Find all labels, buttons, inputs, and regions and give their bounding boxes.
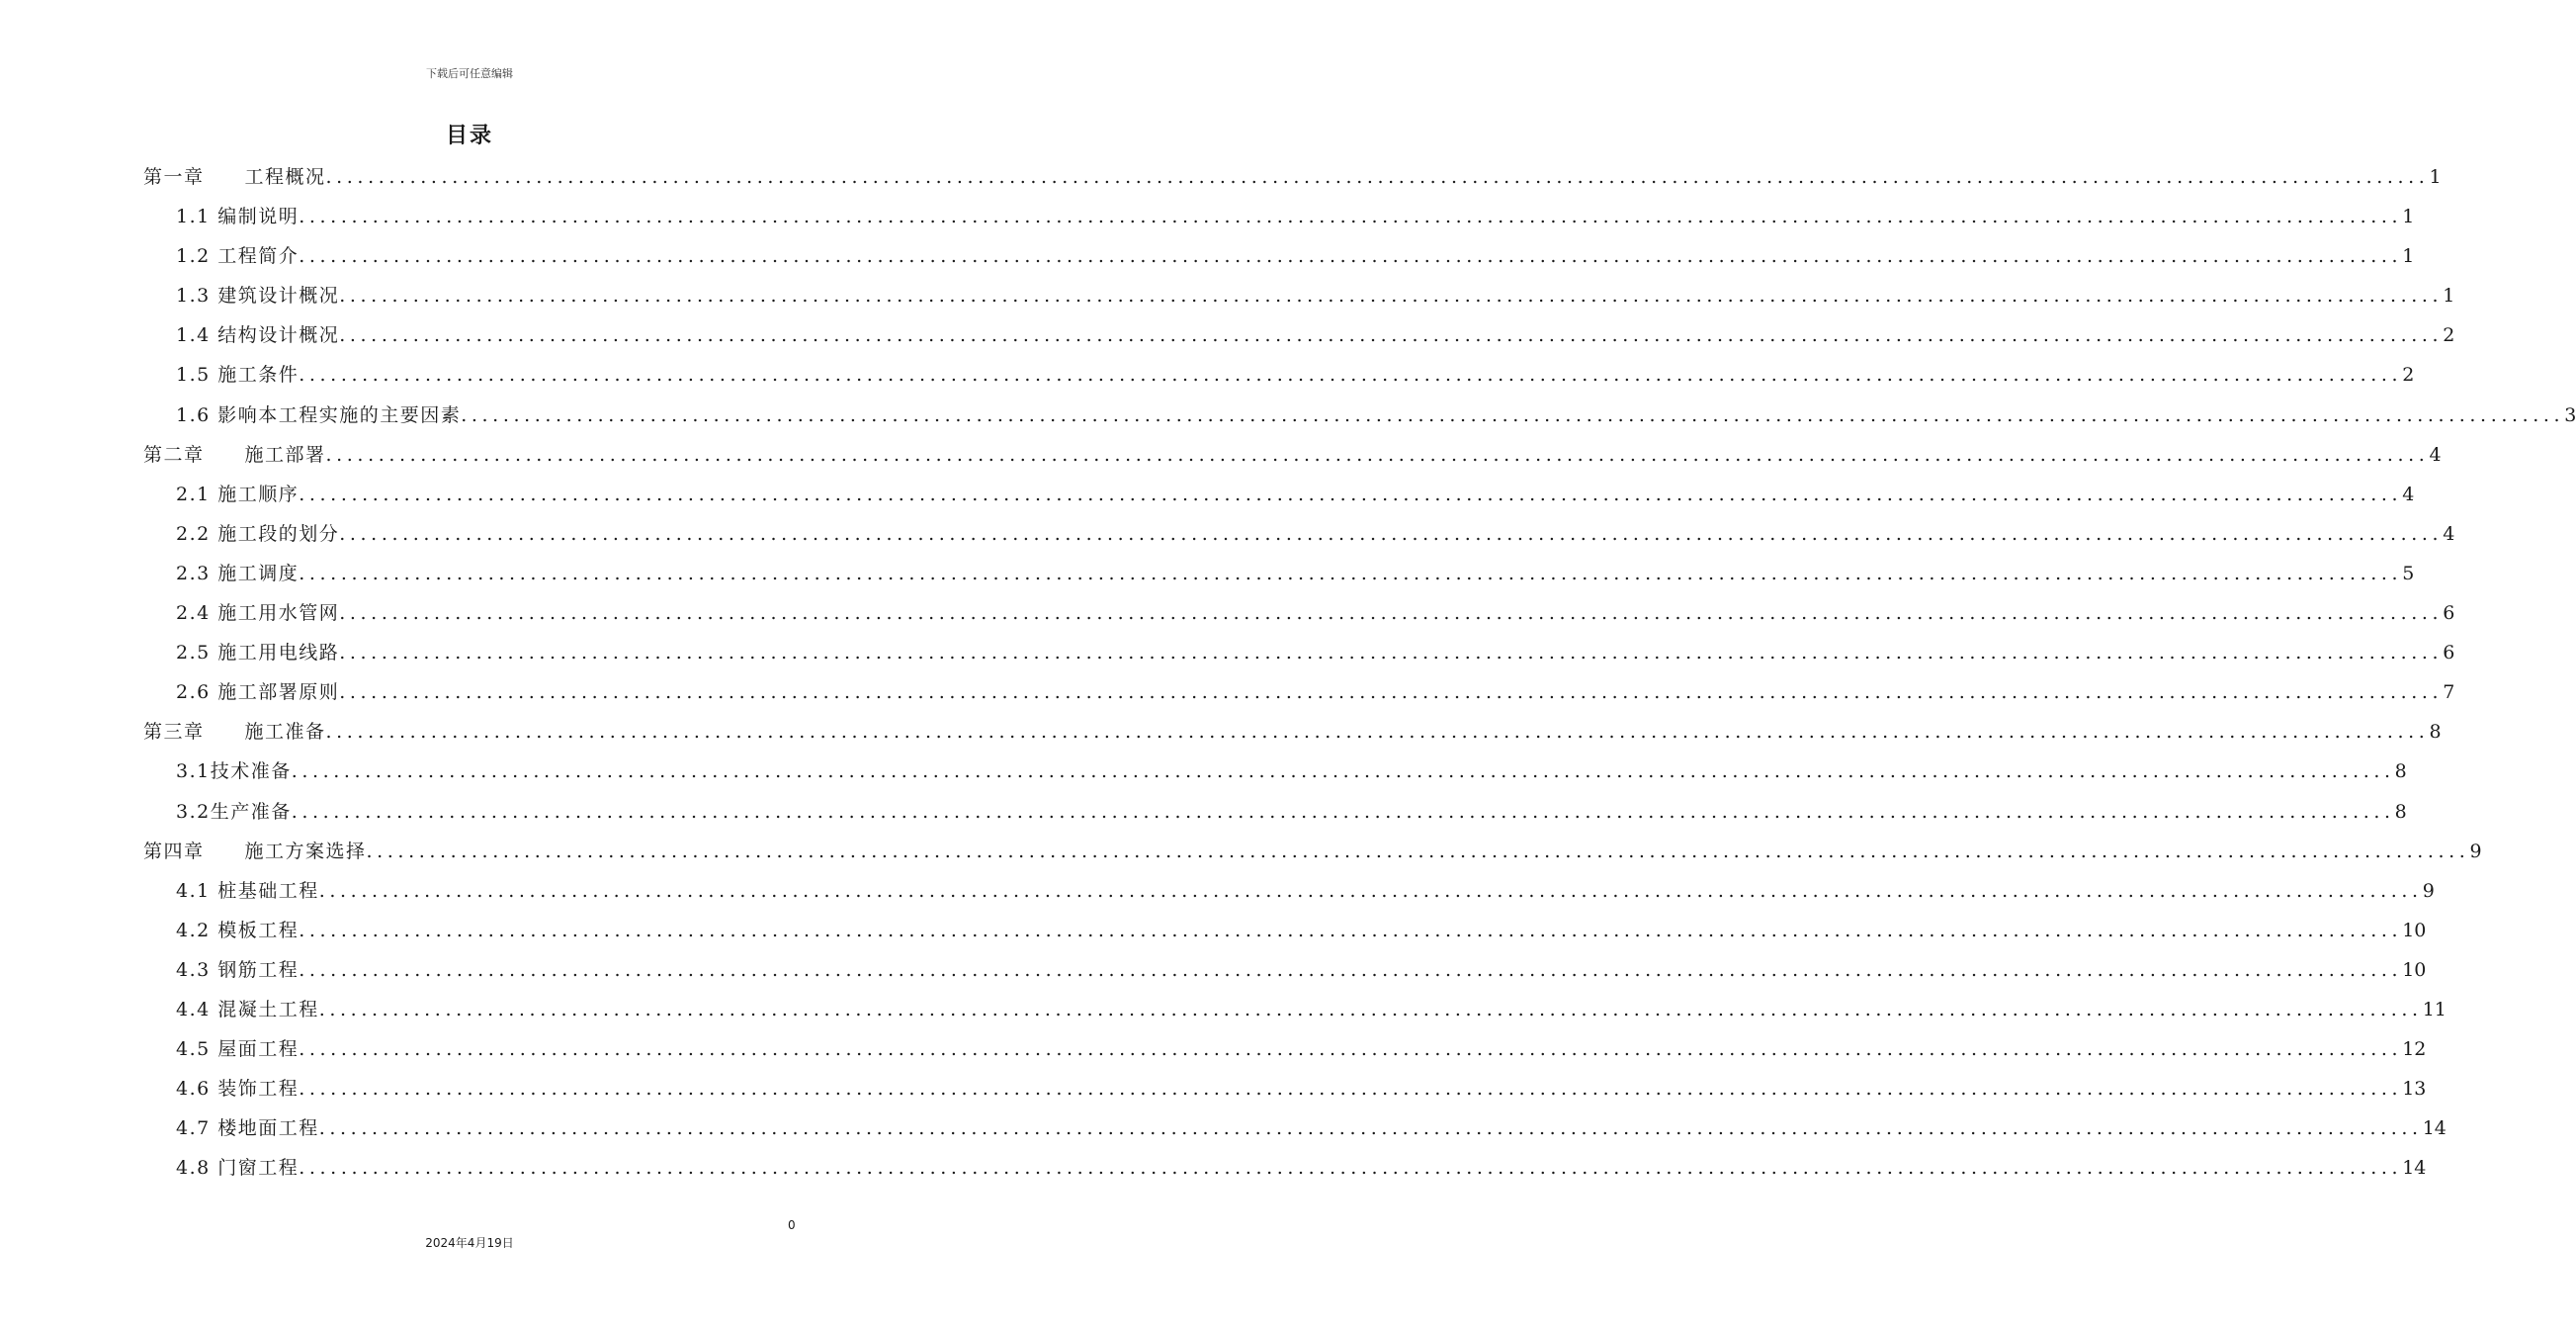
toc-entry-page: 7 [2443, 681, 2455, 704]
toc-entry-label: 3.1技术准备 [176, 760, 292, 783]
toc-dot-leader: ........................................................................................................................................................................................................ [318, 998, 2423, 1020]
toc-chapter-entry[interactable] [143, 160, 2442, 200]
toc-entry-page: 13 [2402, 1078, 2427, 1101]
toc-dot-leader: ........................................................................................................................................................................................................ [299, 206, 2403, 228]
toc-dot-leader: ........................................................................................................................................................................................................ [318, 879, 2423, 902]
toc-dot-leader: ........................................................................................................................................................................................................ [366, 840, 2470, 862]
toc-dot-leader: ........................................................................................................................................................................................................ [325, 721, 2430, 744]
toc-entry-page: 12 [2402, 1038, 2427, 1061]
toc-entry-label: 1.1 编制说明 [176, 206, 300, 228]
toc-entry-page: 4 [2429, 443, 2442, 466]
toc-entry-label: 4.1 桩基础工程 [176, 879, 319, 902]
toc-entry-page: 1 [2402, 245, 2415, 268]
toc-dot-leader: ........................................................................................................................................................................................................ [299, 364, 2403, 387]
toc-entry-page: 1 [2429, 166, 2442, 188]
toc-dot-leader: ........................................................................................................................................................................................................ [299, 483, 2403, 505]
toc-entry-page: 6 [2443, 602, 2455, 625]
toc-entry-page: 8 [2429, 721, 2442, 744]
toc-entry-page: 2 [2443, 324, 2455, 347]
toc-entry-label: 3.2生产准备 [176, 800, 292, 823]
toc-dot-leader: ........................................................................................................................................................................................................ [339, 681, 2444, 704]
toc-section-entry[interactable] [143, 1032, 2427, 1072]
toc-entry-label: 4.4 混凝土工程 [176, 998, 319, 1020]
toc-section-entry[interactable] [143, 993, 2447, 1032]
toc-dot-leader: ........................................................................................................................................................................................................ [339, 285, 2444, 308]
toc-entry-page: 14 [2402, 1157, 2427, 1180]
toc-dot-leader: ........................................................................................................................................................................................................ [291, 760, 2395, 783]
table-of-contents [143, 160, 2576, 1191]
toc-dot-leader: ........................................................................................................................................................................................................ [299, 1078, 2403, 1101]
toc-dot-leader: ........................................................................................................................................................................................................ [299, 562, 2403, 584]
toc-entry-label: 1.5 施工条件 [176, 364, 300, 387]
toc-section-entry[interactable] [143, 239, 2415, 279]
toc-section-entry[interactable] [143, 795, 2407, 835]
toc-chapter-entry[interactable] [143, 438, 2442, 478]
toc-dot-leader: ........................................................................................................................................................................................................ [339, 324, 2444, 347]
toc-entry-page: 10 [2402, 958, 2427, 981]
toc-dot-leader: ........................................................................................................................................................................................................ [339, 602, 2444, 625]
toc-dot-leader: ........................................................................................................................................................................................................ [291, 800, 2395, 823]
toc-section-entry[interactable] [143, 517, 2455, 557]
toc-section-entry[interactable] [143, 399, 2576, 438]
toc-entry-label: 第三章 施工准备 [143, 721, 326, 744]
toc-entry-page: 1 [2402, 206, 2415, 228]
toc-entry-label: 第二章 施工部署 [143, 443, 326, 466]
footer-date: 2024年4月19日 [425, 1236, 514, 1250]
toc-entry-label: 2.5 施工用电线路 [176, 642, 340, 664]
toc-section-entry[interactable] [143, 754, 2407, 794]
toc-entry-label: 1.4 结构设计概况 [176, 324, 340, 347]
toc-entry-label: 2.4 施工用水管网 [176, 602, 340, 625]
toc-dot-leader: ........................................................................................................................................................................................................ [299, 919, 2403, 941]
toc-entry-label: 2.6 施工部署原则 [176, 681, 340, 704]
toc-dot-leader: ........................................................................................................................................................................................................ [318, 1117, 2423, 1140]
toc-dot-leader: ........................................................................................................................................................................................................ [299, 1157, 2403, 1180]
toc-dot-leader: ........................................................................................................................................................................................................ [325, 443, 2430, 466]
toc-entry-label: 2.2 施工段的划分 [176, 522, 340, 545]
toc-entry-page: 11 [2422, 998, 2447, 1020]
toc-section-entry[interactable] [143, 953, 2427, 993]
toc-entry-label: 第四章 施工方案选择 [143, 840, 367, 862]
toc-entry-page: 3 [2564, 403, 2576, 426]
toc-entry-page: 1 [2443, 285, 2455, 308]
toc-dot-leader: ........................................................................................................................................................................................................ [461, 403, 2565, 426]
header-note: 下载后可任意编辑 [426, 67, 513, 80]
toc-dot-leader: ........................................................................................................................................................................................................ [299, 1038, 2403, 1061]
toc-entry-label: 4.2 模板工程 [176, 919, 300, 941]
toc-section-entry[interactable] [143, 675, 2455, 715]
toc-section-entry[interactable] [143, 478, 2415, 517]
toc-section-entry[interactable] [143, 279, 2455, 318]
toc-entry-label: 2.1 施工顺序 [176, 483, 300, 505]
toc-section-entry[interactable] [143, 636, 2455, 675]
toc-section-entry[interactable] [143, 596, 2455, 636]
toc-title: 目录 [445, 124, 493, 148]
toc-entry-page: 9 [2469, 840, 2482, 862]
toc-entry-page: 10 [2402, 919, 2427, 941]
toc-entry-label: 4.7 楼地面工程 [176, 1117, 319, 1140]
toc-section-entry[interactable] [143, 874, 2435, 914]
toc-section-entry[interactable] [143, 557, 2415, 596]
toc-section-entry[interactable] [143, 1111, 2447, 1151]
toc-entry-page: 4 [2402, 483, 2415, 505]
toc-entry-label: 4.5 屋面工程 [176, 1038, 300, 1061]
toc-section-entry[interactable] [143, 358, 2415, 398]
toc-dot-leader: ........................................................................................................................................................................................................ [299, 245, 2403, 268]
toc-section-entry[interactable] [143, 318, 2455, 358]
toc-entry-page: 6 [2443, 642, 2455, 664]
toc-section-entry[interactable] [143, 1151, 2427, 1191]
toc-entry-label: 4.6 装饰工程 [176, 1078, 300, 1101]
toc-section-entry[interactable] [143, 200, 2415, 239]
toc-dot-leader: ........................................................................................................................................................................................................ [339, 642, 2444, 664]
toc-entry-page: 2 [2402, 364, 2415, 387]
toc-entry-label: 1.2 工程简介 [176, 245, 300, 268]
toc-entry-label: 4.3 钢筋工程 [176, 958, 300, 981]
toc-entry-page: 8 [2394, 800, 2407, 823]
toc-chapter-entry[interactable] [143, 835, 2482, 874]
toc-dot-leader: ........................................................................................................................................................................................................ [339, 522, 2444, 545]
toc-entry-page: 14 [2422, 1117, 2447, 1140]
toc-entry-label: 1.3 建筑设计概况 [176, 285, 340, 308]
toc-entry-label: 第一章 工程概况 [143, 166, 326, 188]
toc-section-entry[interactable] [143, 1072, 2427, 1111]
toc-entry-page: 8 [2394, 760, 2407, 783]
toc-entry-page: 4 [2443, 522, 2455, 545]
toc-entry-page: 9 [2422, 879, 2435, 902]
toc-entry-label: 2.3 施工调度 [176, 562, 300, 584]
toc-dot-leader: ........................................................................................................................................................................................................ [299, 958, 2403, 981]
toc-entry-page: 5 [2402, 562, 2415, 584]
toc-entry-label: 4.8 门窗工程 [176, 1157, 300, 1180]
toc-chapter-entry[interactable] [143, 715, 2442, 754]
toc-section-entry[interactable] [143, 914, 2427, 953]
toc-dot-leader: ........................................................................................................................................................................................................ [325, 166, 2430, 188]
page-number: 0 [788, 1218, 796, 1232]
toc-entry-label: 1.6 影响本工程实施的主要因素 [176, 403, 462, 426]
